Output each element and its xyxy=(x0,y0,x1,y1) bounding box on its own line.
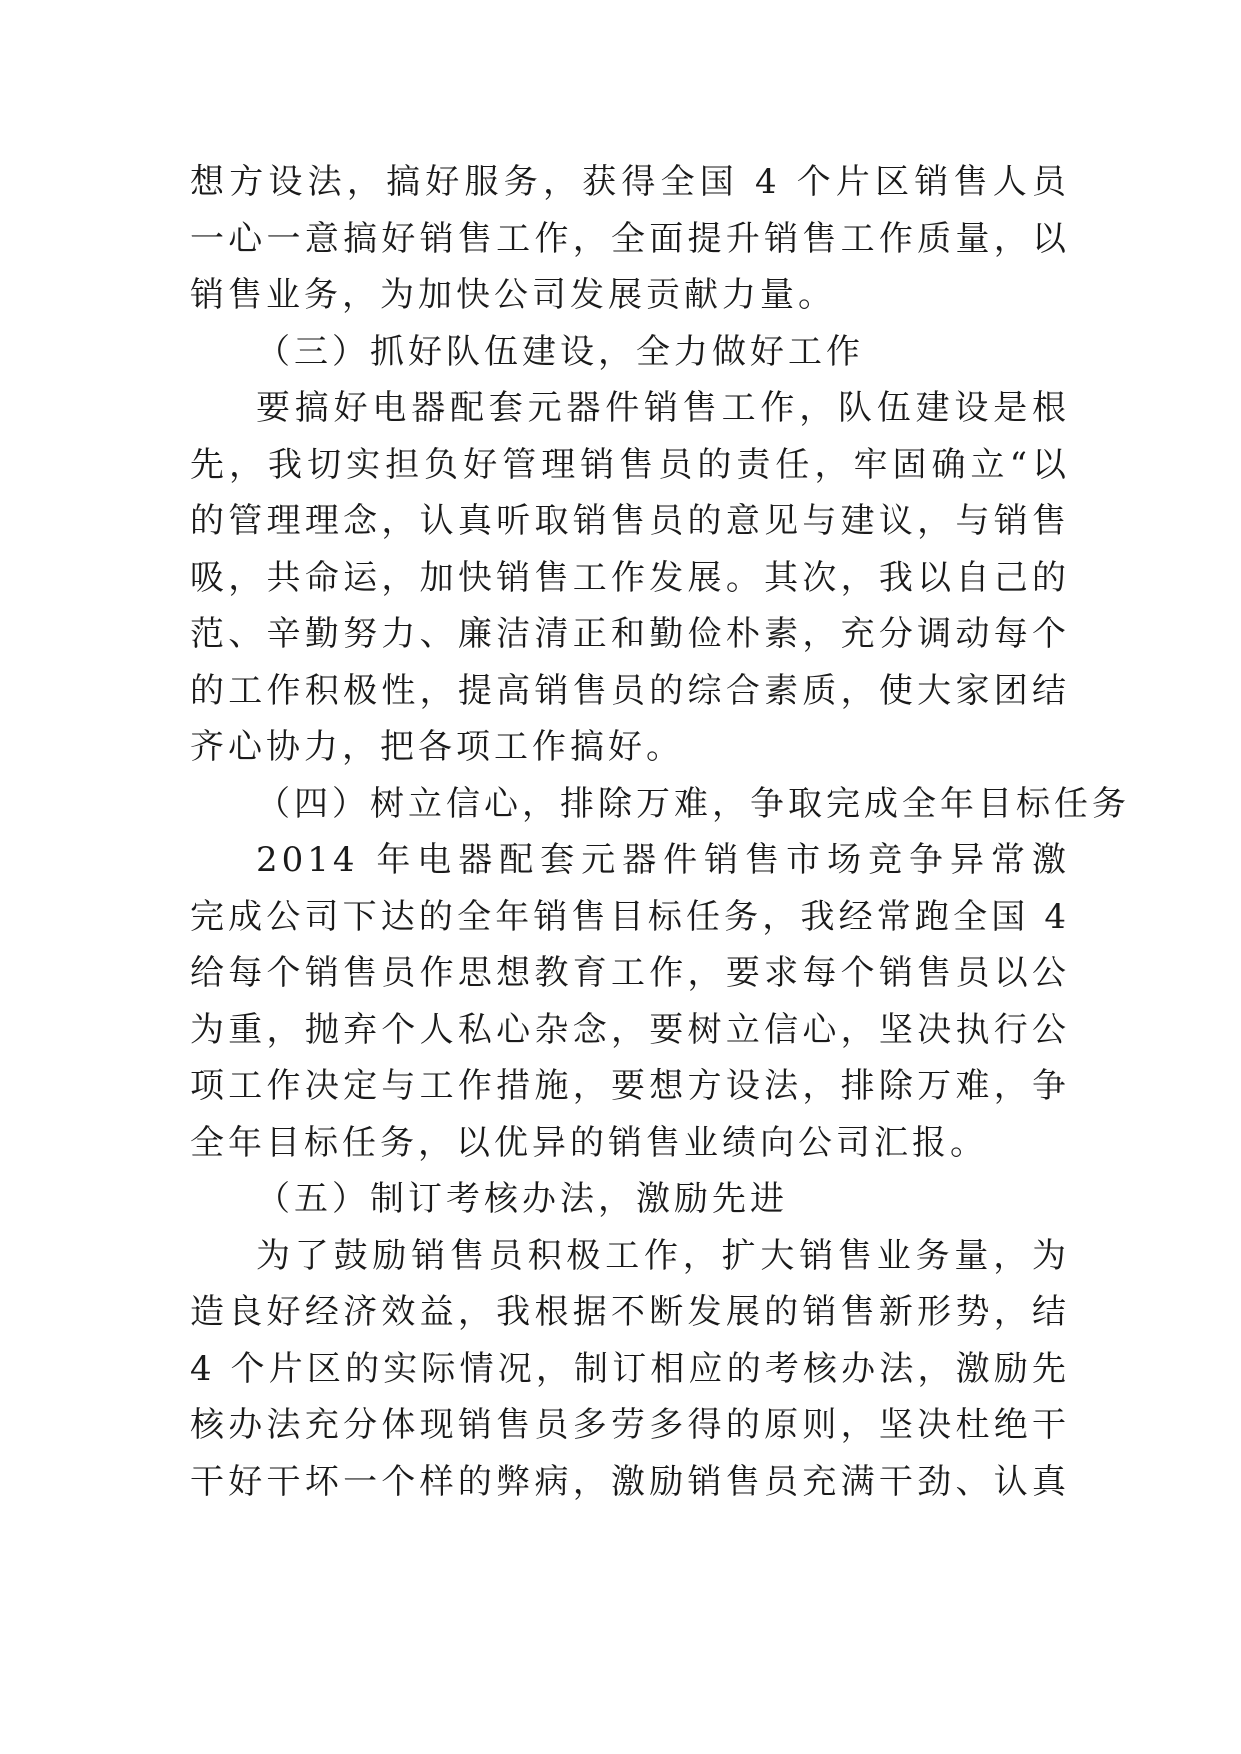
document-body xyxy=(190,154,1130,1510)
paragraph-line: 吸，共命运，加快销售工作发展。其次，我以自己的 xyxy=(190,557,1070,598)
paragraph-line: 齐心协力，把各项工作搞好。 xyxy=(190,727,684,767)
paragraph-line: 为了鼓励销售员积极工作，扩大销售业务量，为 xyxy=(256,1235,1070,1276)
section-heading: （五）制订考核办法，激励先进 xyxy=(256,1179,788,1219)
paragraph-line: 先，我切实担负好管理销售员的责任，牢固确立“以 xyxy=(190,444,1070,485)
paragraph-line: 项工作决定与工作措施，要想方设法，排除万难，争 xyxy=(190,1066,1070,1106)
paragraph-line: 2014 年电器配套元器件销售市场竞争异常激 xyxy=(256,840,1070,880)
paragraph-line: 范、辛勤努力、廉洁清正和勤俭朴素，充分调动每个 xyxy=(190,614,1070,654)
paragraph-line: 完成公司下达的全年销售目标任务，我经常跑全国 4 xyxy=(190,896,1070,937)
paragraph-line: 给每个销售员作思想教育工作，要求每个销售员以公 xyxy=(190,953,1070,993)
paragraph-line: 为重，抛弃个人私心杂念，要树立信心，坚决执行公 xyxy=(190,1009,1070,1050)
paragraph-line: 核办法充分体现销售员多劳多得的原则，坚决杜绝干 xyxy=(190,1405,1070,1445)
paragraph-line: 一心一意搞好销售工作，全面提升销售工作质量，以 xyxy=(190,218,1070,259)
section-heading: （三）抓好队伍建设，全力做好工作 xyxy=(256,331,864,372)
paragraph-line: 全年目标任务，以优异的销售业绩向公司汇报。 xyxy=(190,1122,988,1163)
section-heading: （四）树立信心，排除万难，争取完成全年目标任务 xyxy=(256,783,1130,824)
paragraph-line: 的管理理念，认真听取销售员的意见与建议，与销售 xyxy=(190,501,1070,541)
paragraph-line: 销售业务，为加快公司发展贡献力量。 xyxy=(190,275,836,315)
paragraph-line: 干好干坏一个样的弊病，激励销售员充满干劲、认真 xyxy=(190,1461,1070,1502)
paragraph-line: 造良好经济效益，我根据不断发展的销售新形势，结 xyxy=(190,1292,1070,1332)
paragraph-line: 4 个片区的实际情况，制订相应的考核办法，激励先 xyxy=(190,1348,1070,1389)
paragraph-line: 想方设法，搞好服务，获得全国 4 个片区销售人员 xyxy=(190,162,1070,202)
paragraph-line: 的工作积极性，提高销售员的综合素质，使大家团结 xyxy=(190,670,1070,711)
paragraph-line: 要搞好电器配套元器件销售工作，队伍建设是根 xyxy=(256,388,1070,428)
